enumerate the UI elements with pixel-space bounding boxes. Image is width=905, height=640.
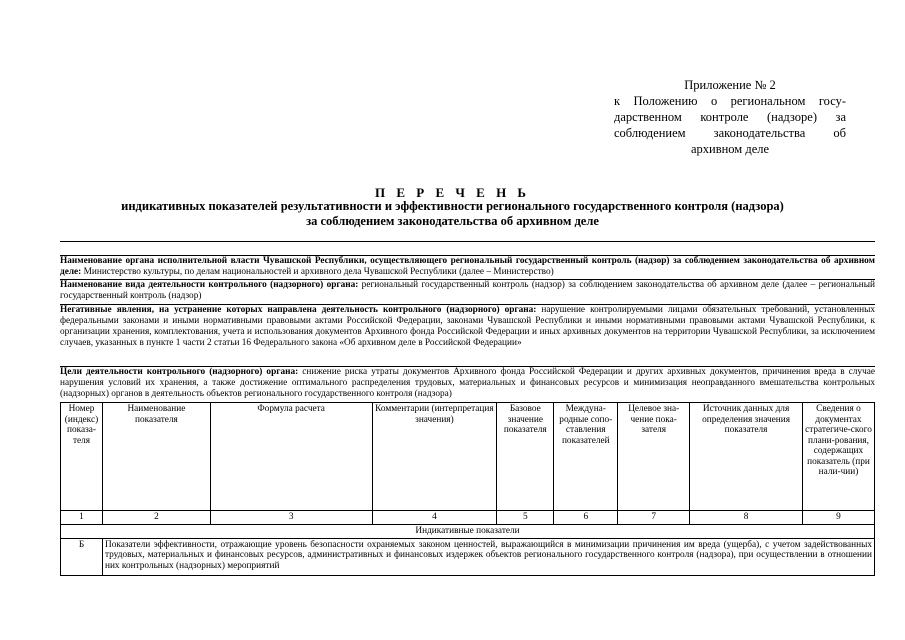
section-row	[61, 524, 875, 538]
column-header: Источник данных для определения значения показателя	[690, 403, 803, 511]
column-header: Базовое значение показателя	[497, 403, 554, 511]
column-number: 8	[690, 511, 803, 525]
column-number: 7	[618, 511, 690, 525]
table-row	[61, 538, 875, 575]
appendix-title: Приложение № 2	[684, 78, 776, 92]
column-number: 3	[210, 511, 372, 525]
column-header: Комментарии (интерпретация значения)	[372, 403, 497, 511]
info-label: Наименование органа исполнительной власти Чувашской Республики, осуществляющего региональный государственный контроль (надзор) за соблюдением законодательства об архивном деле:	[60, 256, 875, 277]
column-header: Междуна-родные сопо-ставления показателей	[554, 403, 618, 511]
column-header: Формула расчета	[210, 403, 372, 511]
info-text: снижение риска утраты документов Архивного фонда Российской Федерации и других архивных документов, причинения вреда в случае нарушения условий их хранения, а также достижение оптимального распределения трудовых, материальных и финансовых ресурсов и минимизация неоправданного вмешательства контрольных (надзорных) органов в деятельность объектов регионального государственного контроля (надзора)	[60, 367, 875, 399]
divider	[60, 241, 875, 242]
info-label: Цели деятельности контрольного (надзорного) органа:	[60, 367, 299, 377]
column-number: 5	[497, 511, 554, 525]
column-header: Сведения о документах стратегиче-ского плани-рования, содержащих показатель (при нали-чии)	[802, 403, 874, 511]
info-text: региональный государственный контроль (надзор) за соблюдением законодательства об архивном деле (далее – региональный государственный контроль (надзор)	[60, 280, 875, 301]
row-code: Б	[61, 538, 103, 575]
section-title: Индикативные показатели	[61, 524, 875, 538]
info-block-negative	[60, 304, 875, 349]
document-title: П Е Р Е Ч Е Н Ь	[374, 185, 531, 200]
info-label: Негативные явления, на устранение которых направлена деятельность контрольного (надзорного) органа:	[60, 305, 537, 315]
indicators-table	[60, 402, 875, 576]
info-block-activity	[60, 279, 875, 302]
column-number: 1	[61, 511, 103, 525]
appendix-line-3: соблюдением законодательства об	[614, 126, 846, 140]
info-block-authority	[60, 255, 875, 278]
info-label: Наименование вида деятельности контрольного (надзорного) органа:	[60, 280, 359, 290]
info-text: Министерство культуры, по делам национальностей и архивного дела Чувашской Республики (далее – Министерство)	[81, 267, 554, 277]
appendix-line-2: дарственном контроле (надзоре) за	[614, 110, 846, 124]
appendix-line-1: к Положению о региональном госу-	[614, 94, 846, 108]
info-block-goals	[60, 366, 875, 400]
column-number: 6	[554, 511, 618, 525]
column-number: 9	[802, 511, 874, 525]
appendix-note	[614, 77, 846, 157]
column-number-row	[61, 511, 875, 525]
info-text: нарушение контролируемыми лицами обязательных требований, установленных федеральными законами и иными нормативными правовыми актами Российской Федерации, законами Чувашской Республики и иными нормативными правовыми актами Чувашской Республики, к организации хранения, комплектования, учета и использования документов Архивного фонда Российской Федерации и иных архивных документов на территории Чувашской Республики, за исключением случаев, указанных в пункте 1 части 2 статьи 16 Федерального закона «Об архивном деле в Российской Федерации»	[60, 305, 875, 348]
column-header: Наименование показателя	[102, 403, 210, 511]
document-subtitle-1: индикативных показателей результативности и эффективности регионального государственного контроля (надзора)	[121, 199, 784, 213]
column-header: Номер (индекс) показа-теля	[61, 403, 103, 511]
header-row	[61, 403, 875, 511]
column-number: 2	[102, 511, 210, 525]
column-header: Целевое зна-чение пока-зателя	[618, 403, 690, 511]
appendix-line-4: архивном деле	[690, 142, 770, 156]
document-subtitle-2: за соблюдением законодательства об архивном деле	[306, 214, 599, 228]
column-number: 4	[372, 511, 497, 525]
row-text: Показатели эффективности, отражающие уровень безопасности охраняемых законом ценностей, выражающийся в минимизации причинения им вреда (ущерба), с учетом задействованных трудовых, материальных и финансовых ресурсов, административных и финансовых издержек объектов регионального государственного контроля (надзора), при осуществлении в отношении них контрольных (надзорных) мероприятий	[102, 538, 874, 575]
